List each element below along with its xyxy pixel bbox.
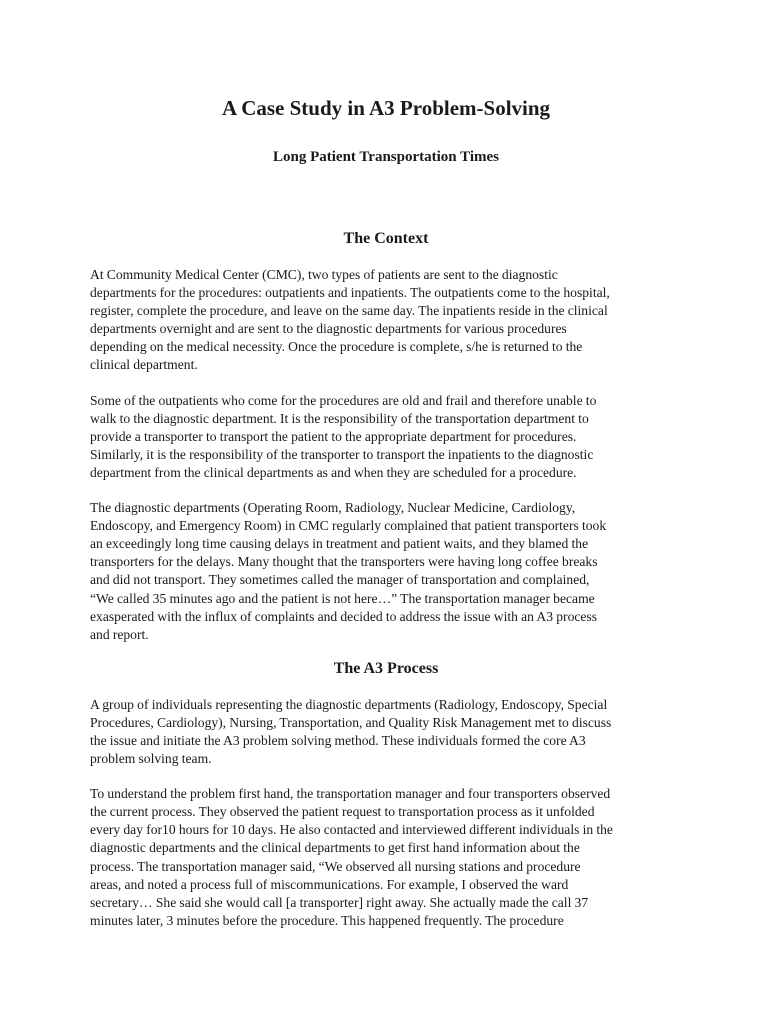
document-subtitle: Long Patient Transportation Times [273,149,499,165]
paragraph: Some of the outpatients who come for the procedures are old and frail and therefore unable to walk to the diagnostic department. It is the responsibility of the transportation department to provide a transporter to transport the patient to the appropriate department for procedures. Similarly, it is the responsibility of the transporter to transport the inpatients to the diagnostic department from the clinical departments as and when they are scheduled for a procedure. [90,392,597,480]
section-heading-a3-process: The A3 Process [333,659,439,677]
section-heading-context: The Context [343,230,429,247]
paragraph: A group of individuals representing the diagnostic departments (Radiology, Endoscopy, Special Procedures, Cardiology), Nursing, Transportation, and Quality Risk Management met to discuss the issue and initiate the A3 problem solving method. These individuals formed the core A3 problem solving team. [90,696,612,767]
document-title: A Case Study in A3 Problem-Solving [221,96,551,120]
paragraph: The diagnostic departments (Operating Room, Radiology, Nuclear Medicine, Cardiology, Endoscopy, and Emergency Room) in CMC regularly complained that patient transporters took an exceedingly long time causing delays in treatment and patient waits, and they blamed the transporters for the delays. Many thought that the transporters were having long coffee breaks and did not transport. They sometimes called the manager of transportation and complained, “We called 35 minutes ago and the patient is not here…” The transportation manager became exasperated with the influx of complaints and decided to address the issue with an A3 process and report. [90,500,607,642]
paragraph: To understand the problem first hand, the transportation manager and four transporters observed the current process. They observed the patient request to transportation process as it unfolded every day for10 hours for 10 days. He also contacted and interviewed different individuals in the diagnostic departments and the clinical departments to get first hand information about the process. The transportation manager said, “We observed all nursing stations and procedure areas, and noted a process full of miscommunications. For example, I observed the ward secretary… She said she would call [a transporter] right away. She actually made the call 37 minutes later, 3 minutes before the procedure. This happened frequently. The procedure [90,786,613,928]
paragraph: At Community Medical Center (CMC), two types of patients are sent to the diagnostic departments for the procedures: outpatients and inpatients. The outpatients come to the hospital, register, complete the procedure, and leave on the same day. The inpatients reside in the clinical departments overnight and are sent to the diagnostic departments for various procedures depending on the medical necessity. Once the procedure is complete, s/he is returned to the clinical department. [90,267,610,373]
